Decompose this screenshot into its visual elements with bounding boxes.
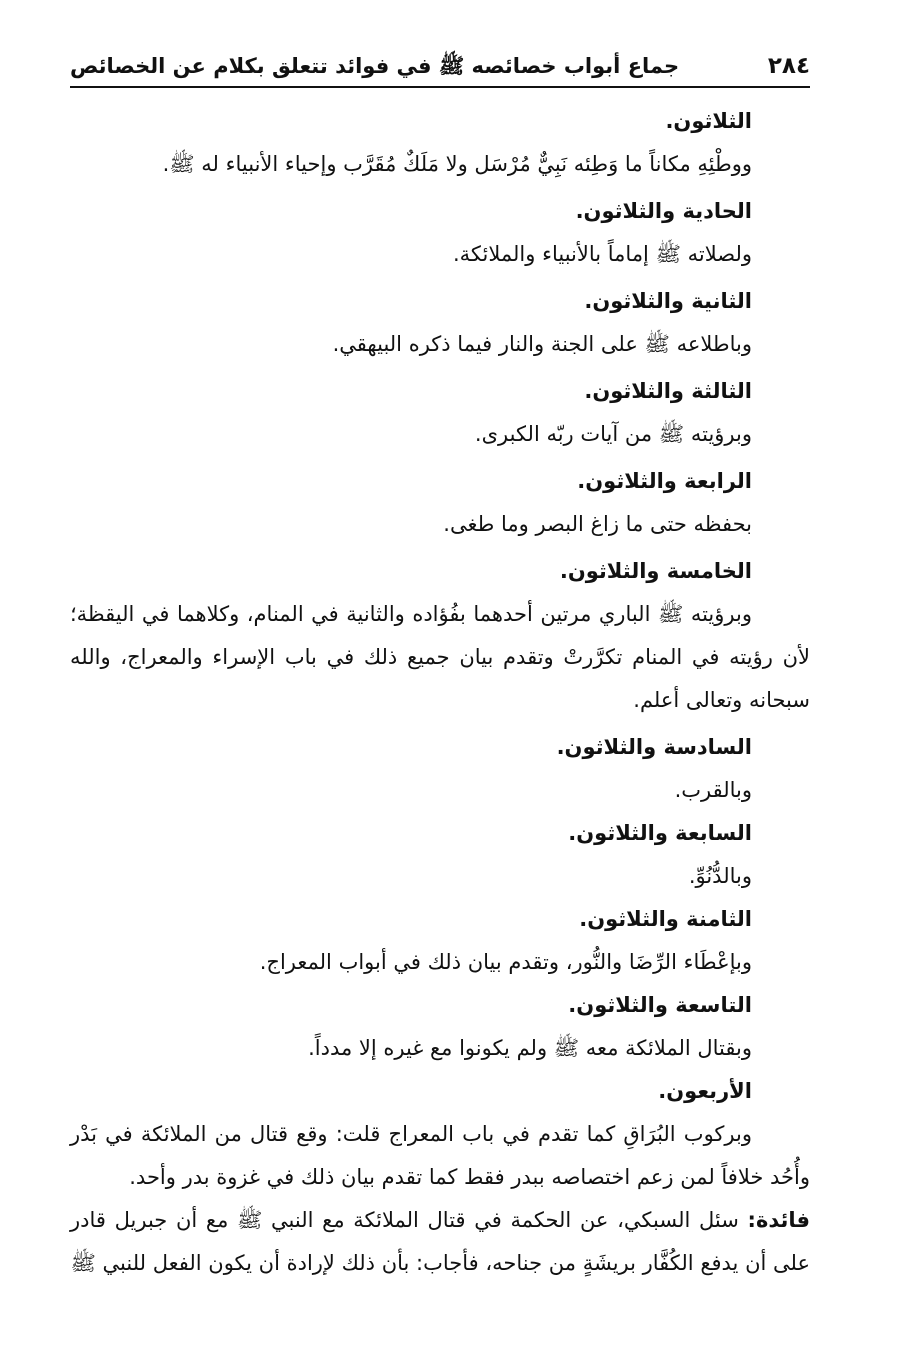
item-heading: الثامنة والثلاثون. [579,907,752,931]
item-text: ووطْئِهِ مكاناً ما وَطِئه نَبِيٌّ مُرْسَل ولا مَلَكٌ مُقَرَّب وإحياء الأنبياء له ﷺ. [162,152,752,176]
header-rule [70,86,810,88]
running-title: جماع أبواب خصائصه ﷺ في فوائد تتعلق بكلام عن الخصائص [70,54,680,78]
note-text: سئل السبكي، عن الحكمة في قتال الملائكة مع النبي ﷺ مع أن جبريل قادر على أن يدفع الكُفَّار بريشَةٍ من جناحه، فأجاب: بأن ذلك لإرادة أن يكون الفعل للنبي ﷺ [70,1208,810,1275]
item-text: ولصلاته ﷺ إماماً بالأنبياء والملائكة. [452,242,752,266]
item-text: بحفظه حتى ما زاغ البصر وما طغى. [443,512,752,536]
item-heading: الأربعون. [658,1079,752,1103]
item-heading: الثلاثون. [665,109,752,133]
item-text: وبإعْطَاء الرِّضَا والنُّور، وتقدم بيان ذلك في أبواب المعراج. [259,950,752,974]
item-heading: الثالثة والثلاثون. [584,379,752,403]
running-header [70,48,810,84]
item-text: وبركوب البُرَاقِ كما تقدم في باب المعراج قلت: وقع قتال من الملائكة في بَدْر وأُحُد خلافاً لمن زعم اختصاصه ببدر فقط كما تقدم بيان ذلك في غزوة بدر وأحد. [70,1122,810,1189]
item-text: وبقتال الملائكة معه ﷺ ولم يكونوا مع غيره إلا مدداً. [308,1036,752,1060]
page-number: ٢٨٤ [767,53,810,79]
note-paragraph [70,1199,810,1285]
item-heading: الرابعة والثلاثون. [577,469,752,493]
item-heading: الحادية والثلاثون. [575,199,752,223]
book-page [70,48,810,1285]
item-heading: السابعة والثلاثون. [568,821,752,845]
item-text: وبالقرب. [674,778,752,802]
page-body [70,100,810,1285]
item-text: وبرؤيته ﷺ من آيات ربّه الكبرى. [474,422,752,446]
item-text: وبرؤيته ﷺ الباري مرتين أحدهما بفُؤاده والثانية في المنام، وكلاهما في اليقظة؛ لأن رؤيته في المنام تكرَّرتْ وتقدم بيان جميع ذلك في باب الإسراء والمعراج، والله سبحانه وتعالى أعلم. [70,602,810,712]
item-text: وباطلاعه ﷺ على الجنة والنار فيما ذكره البيهقي. [332,332,752,356]
item-heading: التاسعة والثلاثون. [568,993,752,1017]
item-heading: الثانية والثلاثون. [584,289,752,313]
item-heading: السادسة والثلاثون. [556,735,752,759]
item-heading: الخامسة والثلاثون. [559,559,752,583]
note-label: فائدة: [747,1208,810,1232]
item-text: وبالدُّنُوِّ. [688,864,752,888]
